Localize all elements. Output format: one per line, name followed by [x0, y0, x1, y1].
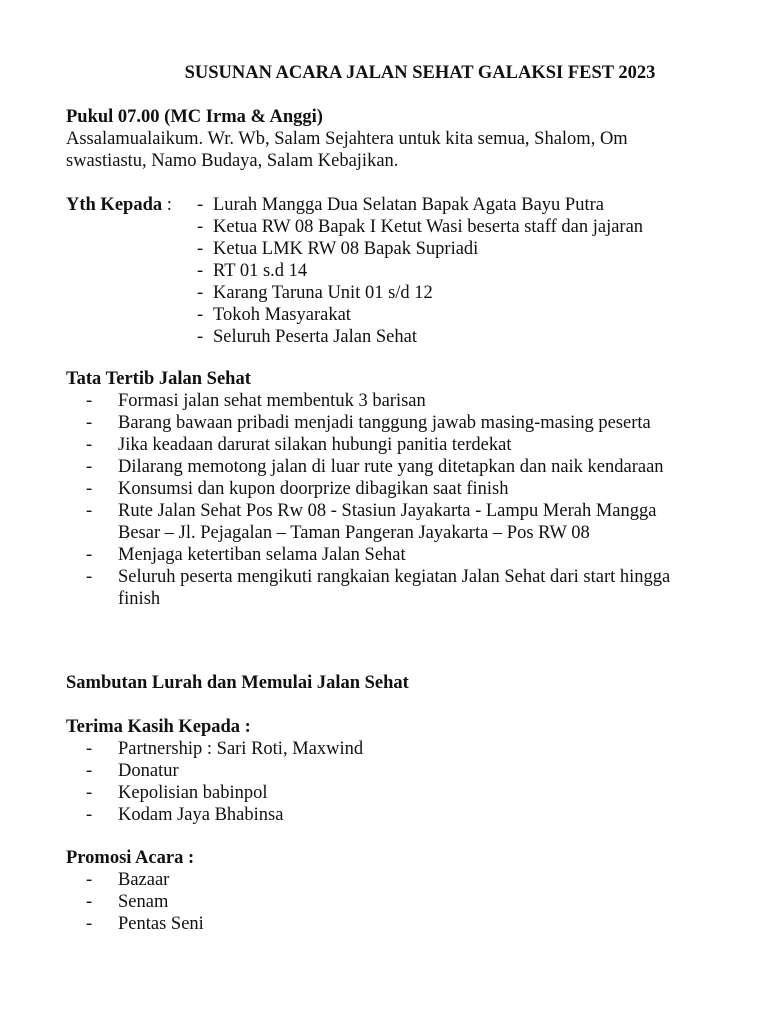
list-item [66, 500, 698, 544]
yth-item: Seluruh Peserta Jalan Sehat [213, 327, 417, 347]
sambutan-section [66, 672, 706, 694]
terima-kasih-heading: Terima Kasih Kepada : [66, 717, 251, 737]
list-dash: - [86, 391, 93, 411]
list-item-text: Donatur [118, 761, 179, 781]
list-dash: - [197, 217, 204, 237]
list-dash: - [86, 435, 93, 455]
list-item [66, 913, 706, 935]
list-item-text: Menjaga ketertiban selama Jalan Sehat [118, 545, 406, 565]
list-dash: - [197, 261, 204, 281]
list-item [66, 804, 706, 826]
yth-row [66, 260, 706, 282]
list-dash: - [86, 545, 93, 565]
yth-item: Karang Taruna Unit 01 s/d 12 [213, 283, 433, 303]
list-dash: - [197, 195, 204, 215]
yth-row [66, 326, 706, 348]
yth-label-wrap [66, 194, 172, 216]
tata-tertib-heading: Tata Tertib Jalan Sehat [66, 369, 251, 389]
list-item [66, 434, 706, 456]
list-item-text: Rute Jalan Sehat Pos Rw 08 - Stasiun Jayakarta - Lampu Merah Mangga Besar – Jl. Pejagalan – Taman Pangeran Jayakarta – Pos RW 08 [118, 501, 657, 543]
yth-row [66, 282, 706, 304]
document-title: SUSUNAN ACARA JALAN SEHAT GALAKSI FEST 2023 [184, 63, 656, 83]
list-item [66, 544, 706, 566]
list-item [66, 566, 698, 610]
opening-section [66, 106, 706, 172]
list-item-text: Kodam Jaya Bhabinsa [118, 805, 284, 825]
list-item [66, 412, 706, 434]
tata-tertib-section [66, 368, 706, 610]
promosi-heading: Promosi Acara : [66, 848, 195, 868]
list-item-text: Jika keadaan darurat silakan hubungi panitia terdekat [118, 435, 512, 455]
list-dash: - [86, 501, 93, 521]
list-item-text: Barang bawaan pribadi menjadi tanggung jawab masing-masing peserta [118, 413, 651, 433]
list-item-text: Bazaar [118, 870, 170, 890]
promosi-section [66, 847, 706, 935]
list-item-text: Formasi jalan sehat membentuk 3 barisan [118, 391, 426, 411]
list-item [66, 869, 706, 891]
list-item [66, 891, 706, 913]
yth-row [66, 238, 706, 260]
list-item-text: Pentas Seni [118, 914, 204, 934]
yth-item: Lurah Mangga Dua Selatan Bapak Agata Bayu Putra [213, 195, 604, 215]
greeting-line-1: Assalamualaikum. Wr. Wb, Salam Sejahtera untuk kita semua, Shalom, Om [66, 129, 628, 149]
list-dash: - [197, 305, 204, 325]
yth-row [66, 216, 706, 238]
list-dash: - [86, 805, 93, 825]
yth-item: Ketua RW 08 Bapak I Ketut Wasi beserta staff dan jajaran [213, 217, 644, 237]
list-dash: - [86, 870, 93, 890]
yth-section [66, 194, 706, 348]
list-dash: - [197, 239, 204, 259]
list-dash: - [86, 783, 93, 803]
yth-row [66, 304, 706, 326]
list-dash: - [86, 457, 93, 477]
list-dash: - [197, 327, 204, 347]
list-item-text: Konsumsi dan kupon doorprize dibagikan saat finish [118, 479, 509, 499]
list-item [66, 478, 706, 500]
opening-heading: Pukul 07.00 (MC Irma & Anggi) [66, 107, 323, 127]
greeting-line-2: swastiastu, Namo Budaya, Salam Kebajikan. [66, 151, 399, 171]
list-item-text: Seluruh peserta mengikuti rangkaian kegiatan Jalan Sehat dari start hingga finish [118, 567, 671, 609]
yth-item: RT 01 s.d 14 [213, 261, 308, 281]
list-dash: - [197, 283, 204, 303]
list-dash: - [86, 761, 93, 781]
yth-item: Tokoh Masyarakat [213, 305, 351, 325]
yth-label: Yth Kepada [66, 195, 163, 215]
list-item-text: Senam [118, 892, 169, 912]
list-dash: - [86, 739, 93, 759]
list-dash: - [86, 479, 93, 499]
list-dash: - [86, 914, 93, 934]
promosi-list [66, 869, 706, 935]
yth-item: Ketua LMK RW 08 Bapak Supriadi [213, 239, 479, 259]
list-dash: - [86, 892, 93, 912]
list-dash: - [86, 413, 93, 433]
list-item [66, 456, 698, 478]
terima-kasih-section [66, 716, 706, 826]
terima-kasih-list [66, 738, 706, 826]
sambutan-heading: Sambutan Lurah dan Memulai Jalan Sehat [66, 673, 409, 693]
list-item [66, 738, 706, 760]
tata-tertib-list [66, 390, 706, 610]
list-item-text: Partnership : Sari Roti, Maxwind [118, 739, 364, 759]
yth-row [66, 194, 706, 216]
list-item-text: Dilarang memotong jalan di luar rute yang ditetapkan dan naik kendaraan [118, 457, 664, 477]
list-item-text: Kepolisian babinpol [118, 783, 268, 803]
list-item [66, 760, 706, 782]
list-item [66, 782, 706, 804]
list-dash: - [86, 567, 93, 587]
list-item [66, 390, 706, 412]
yth-colon: : [162, 195, 172, 215]
